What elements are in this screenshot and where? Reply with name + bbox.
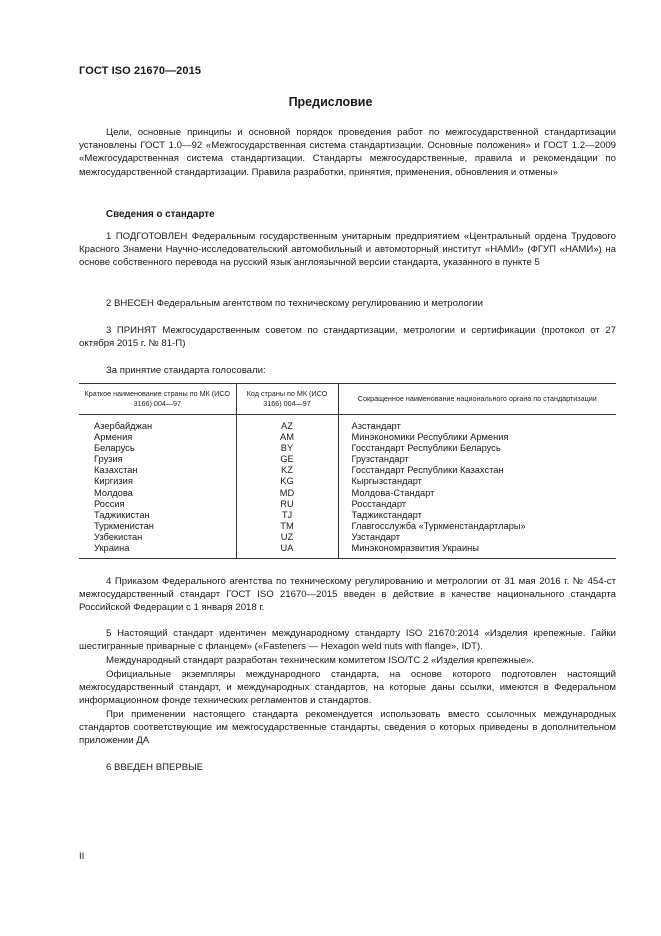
body-cell: Грузстандарт <box>338 454 616 465</box>
body-cell: Азстандарт <box>338 415 616 433</box>
country-cell: Украина <box>79 543 236 559</box>
table-row <box>79 510 616 521</box>
table-row <box>79 499 616 510</box>
page-title: Предисловие <box>288 95 373 109</box>
section-heading: Сведения о стандарте <box>106 209 215 220</box>
table-header-row <box>79 384 616 415</box>
intro-paragraph: Цели, основные принципы и основной порядок проведения работ по межгосударственной стандартизации установлены ГОСТ 1.0—92 «Межгосударственная система стандартизации. Основные положения» и ГОСТ 1.2—2009 «Межгосударственная система стандартизации. Стандарты межгосударственные, правила и рекомендации по межгосударственной стандартизации. Правила разработки, принятия, применения, обновления и отмены» <box>79 127 616 178</box>
country-cell: Грузия <box>94 454 123 465</box>
country-cell: Туркменистан <box>94 520 154 531</box>
table-row <box>79 488 616 499</box>
table-row <box>79 454 616 465</box>
table-row <box>79 415 616 433</box>
country-cell: Молдова <box>94 487 133 498</box>
body-cell: Минэкономразвития Украины <box>338 543 616 559</box>
country-cell: Беларусь <box>94 443 135 454</box>
body-cell: Таджикстандарт <box>338 510 616 521</box>
code-cell: KG <box>236 476 338 487</box>
code-cell: TM <box>236 521 338 532</box>
item-5-application: При применении настоящего стандарта рекомендуется использовать вместо ссылочных международных стандартов соответствующие им межгосударственные стандарты, сведения о которых приведены в дополнительном приложении ДА <box>79 709 616 747</box>
body-cell: Госстандарт Республики Беларусь <box>338 443 616 454</box>
table-row <box>79 521 616 532</box>
body-cell: Кыргызстандарт <box>338 476 616 487</box>
country-cell: Армения <box>94 432 133 443</box>
document-code: ГОСТ ISO 21670—2015 <box>79 65 202 77</box>
code-cell: GE <box>236 454 338 465</box>
item-6: 6 ВВЕДЕН ВПЕРВЫЕ <box>106 762 204 773</box>
code-cell: UA <box>236 543 338 559</box>
page-number: II <box>79 851 85 862</box>
body-cell: Узстандарт <box>338 532 616 543</box>
item-5-official-copies: Официальные экземпляры международного стандарта, на основе которого подготовлен настоящий межгосударственный стандарт, и международных стандартов, на которые даны ссылки, имеются в Федеральном информационном фонде технических регламентов и стандартов. <box>79 669 616 707</box>
voting-table <box>79 383 616 559</box>
table-row <box>79 476 616 487</box>
table-row <box>79 443 616 454</box>
table-header-country: Краткое наименование страны по МК (ИСО 3166) 004—97 <box>79 384 236 415</box>
country-cell: Киргизия <box>94 476 133 487</box>
country-cell: Узбекистан <box>94 531 143 542</box>
item-5: 5 Настоящий стандарт идентичен международному стандарту ISO 21670:2014 «Изделия крепежные. Гайки шестигранные приварные с фланцем» («Fasteners — Hexagon weld nuts with flange», IDT). <box>79 628 616 653</box>
table-row <box>79 543 616 559</box>
table-header-code: Код страны по МК (ИСО 3166) 004—97 <box>236 384 338 415</box>
country-cell: Азербайджан <box>94 421 153 431</box>
body-cell: Минэкономики Республики Армения <box>338 432 616 443</box>
code-cell: RU <box>236 499 338 510</box>
item-1: 1 ПОДГОТОВЛЕН Федеральным государственным унитарным предприятием «Центральный ордена Трудового Красного Знамени Научно-исследовательский автомобильный и автомоторный институт «НАМИ» (ФГУП «НАМИ») на основе собственного перевода на русский язык англоязычной версии стандарта, указанного в пункте 5 <box>79 231 616 269</box>
table-header-body: Сокращенное наименование национального органа по стандартизации <box>338 384 616 415</box>
item-5-committee: Международный стандарт разработан техническим комитетом ISO/TC 2 «Изделия крепежные». <box>106 655 535 666</box>
body-cell: Молдова-Стандарт <box>338 488 616 499</box>
item-4: 4 Приказом Федерального агентства по техническому регулированию и метрологии от 31 мая 2016 г. № 454-ст межгосударственный стандарт ГОСТ ISO 21670—2015 введен в действие в качестве национального стандарта Российской Федерации с 1 января 2018 г. <box>79 576 616 614</box>
body-cell: Росстандарт <box>338 499 616 510</box>
code-cell: UZ <box>236 532 338 543</box>
country-cell: Россия <box>94 498 125 509</box>
country-cell: Казахстан <box>94 465 138 476</box>
code-cell: BY <box>236 443 338 454</box>
body-cell: Главгосслужба «Туркменстандартлары» <box>338 521 616 532</box>
vote-intro: За принятие стандарта голосовали: <box>106 365 266 376</box>
code-cell: AZ <box>236 415 338 433</box>
table-row <box>79 532 616 543</box>
country-cell: Таджикистан <box>94 509 150 520</box>
body-cell: Госстандарт Республики Казахстан <box>338 465 616 476</box>
item-2: 2 ВНЕСЕН Федеральным агентством по техническому регулированию и метрологии <box>106 298 484 309</box>
code-cell: MD <box>236 488 338 499</box>
table-row <box>79 465 616 476</box>
code-cell: TJ <box>236 510 338 521</box>
table-row <box>79 432 616 443</box>
code-cell: KZ <box>236 465 338 476</box>
code-cell: AM <box>236 432 338 443</box>
item-3: 3 ПРИНЯТ Межгосударственным советом по стандартизации, метрологии и сертификации (протокол от 27 октября 2015 г. № 81-П) <box>79 325 616 350</box>
